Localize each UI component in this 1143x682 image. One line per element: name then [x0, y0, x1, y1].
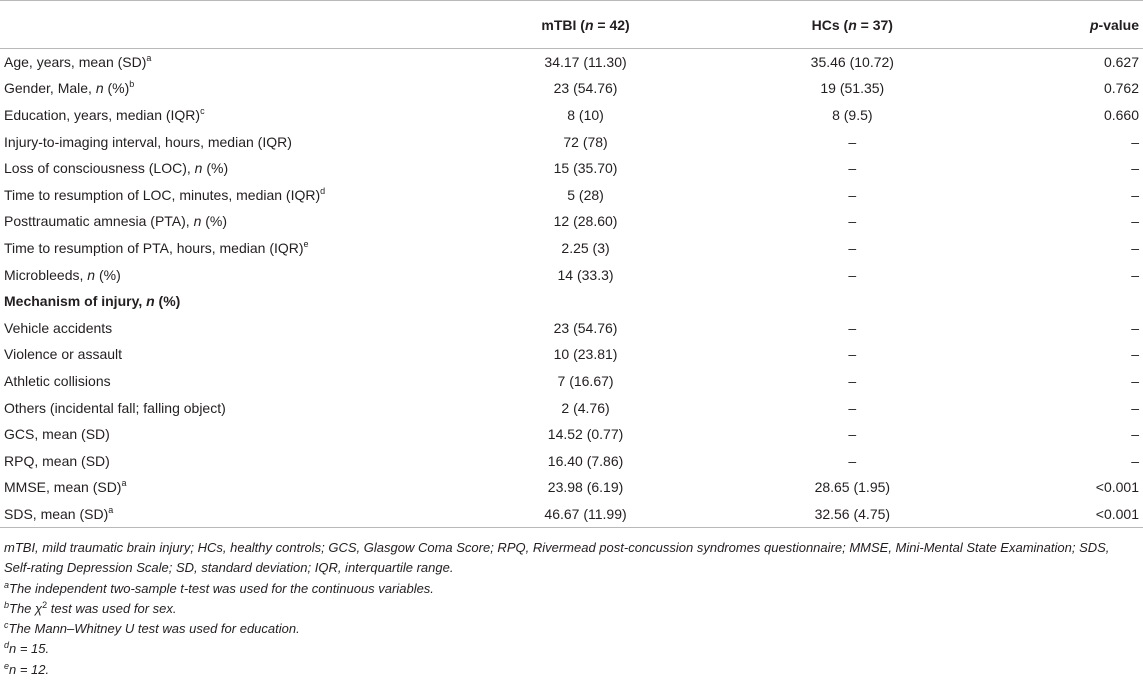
hcs-value: –: [848, 319, 857, 336]
table-row: [0, 421, 1143, 448]
table-row: [0, 155, 1143, 182]
hcs-value: –: [848, 186, 857, 203]
p-value: <0.001: [1095, 479, 1139, 496]
row-label: Posttraumatic amnesia (PTA), n (%): [4, 213, 228, 230]
p-value: 0.762: [1103, 80, 1139, 97]
table-row: [0, 102, 1143, 129]
table-row: [0, 368, 1143, 395]
table-body: [0, 49, 1143, 528]
row-label: Education, years, median (IQR)$^c$: [4, 105, 205, 123]
mtbi-value: 72 (78): [563, 133, 608, 150]
footnote-c: $^c$The Mann–Whitney U test was used for education.: [4, 620, 300, 637]
row-label: GCS, mean (SD): [4, 426, 110, 443]
mtbi-value: 14.52 (0.77): [547, 426, 624, 443]
p-value: –: [1131, 319, 1139, 336]
hcs-value: –: [848, 160, 857, 177]
mtbi-value: 12 (28.60): [553, 213, 618, 230]
table-row: [0, 208, 1143, 235]
p-value: [1007, 288, 1143, 315]
mtbi-value: 2.25 (3): [561, 239, 610, 256]
hcs-value: 8 (9.5): [832, 106, 873, 123]
hcs-value: –: [848, 239, 857, 256]
table-row: [0, 181, 1143, 208]
table-row: [0, 474, 1143, 501]
table-header-row: [0, 1, 1143, 49]
table-row: [0, 447, 1143, 474]
p-value: –: [1131, 186, 1139, 203]
row-label: Athletic collisions: [4, 372, 111, 389]
row-label: Injury-to-imaging interval, hours, median (IQR): [4, 133, 292, 150]
table-row: [0, 394, 1143, 421]
hcs-value: 32.56 (4.75): [698, 501, 1007, 528]
footnote-e: $^e$n = 12.: [4, 660, 50, 677]
header-mtbi: mTBI (n = 42): [473, 1, 698, 49]
hcs-value: –: [848, 372, 857, 389]
table-row: [0, 128, 1143, 155]
p-value: –: [1131, 426, 1139, 443]
footnote-a: $^a$The independent two-sample t-test was used for the continuous variables.: [4, 579, 434, 596]
p-value: –: [1131, 133, 1139, 150]
row-label: RPQ, mean (SD): [4, 452, 110, 469]
p-value: –: [1131, 346, 1139, 363]
hcs-value: –: [848, 452, 857, 469]
table-row: [0, 75, 1143, 102]
mtbi-value: 46.67 (11.99): [473, 501, 698, 528]
hcs-value: –: [848, 213, 857, 230]
p-value: –: [1131, 452, 1139, 469]
p-value: –: [1131, 399, 1139, 416]
mtbi-value: 34.17 (11.30): [544, 54, 627, 71]
table-row: [0, 314, 1143, 341]
hcs-value: –: [848, 266, 857, 283]
header-variable: [0, 1, 473, 49]
hcs-value: –: [848, 133, 857, 150]
mtbi-value: 23.98 (6.19): [547, 479, 624, 496]
mtbi-value: 10 (23.81): [553, 346, 618, 363]
table-footnotes: [4, 538, 1139, 680]
row-label: SDS, mean (SD)$^a$: [0, 501, 473, 528]
hcs-value: [698, 288, 1007, 315]
row-label: Violence or assault: [4, 346, 123, 363]
mtbi-value: 5 (28): [567, 186, 604, 203]
p-value: <0.001: [1007, 501, 1143, 528]
mtbi-value: 16.40 (7.86): [547, 452, 624, 469]
row-label: Time to resumption of PTA, hours, median (IQR)$^e$: [4, 238, 309, 256]
table-row: [0, 49, 1143, 76]
row-label: Others (incidental fall; falling object): [4, 399, 226, 416]
table-row: [0, 261, 1143, 288]
hcs-value: 19 (51.35): [820, 80, 885, 97]
header-hcs: HCs (n = 37): [698, 1, 1007, 49]
row-label: Loss of consciousness (LOC), n (%): [4, 160, 229, 177]
footnote-b: $^b$The $\chi^2$ test was used for sex.: [4, 599, 177, 616]
table-row: [0, 235, 1143, 262]
footnote-d: $^d$n = 15.: [4, 640, 50, 657]
p-value: –: [1131, 160, 1139, 177]
row-label: MMSE, mean (SD)$^a$: [4, 478, 127, 496]
p-value: –: [1131, 372, 1139, 389]
table-row: [0, 341, 1143, 368]
hcs-value: –: [848, 426, 857, 443]
mtbi-value: 8 (10): [567, 106, 604, 123]
row-label: Gender, Male, n (%)$^b$: [4, 79, 135, 97]
p-value: –: [1131, 266, 1139, 283]
row-label: Microbleeds, n (%): [4, 266, 121, 283]
hcs-value: 35.46 (10.72): [810, 54, 894, 71]
p-value: –: [1131, 239, 1139, 256]
mtbi-value: 15 (35.70): [553, 160, 618, 177]
row-label: Vehicle accidents: [4, 319, 113, 336]
footnote-abbreviations: mTBI, mild traumatic brain injury; HCs, healthy controls; GCS, Glasgow Coma Score; RPQ, Rivermead post-concussion syndromes questionnaire; MMSE, Mini-Mental State Examination; SDS, Self-rating Depression Scale; SD, standard deviation; IQR, interquartile range.: [4, 540, 1110, 576]
table-row: [0, 501, 1143, 528]
mtbi-value: [473, 288, 698, 315]
mtbi-value: 23 (54.76): [553, 319, 618, 336]
row-label: Age, years, mean (SD)$^a$: [4, 53, 152, 71]
row-label: Time to resumption of LOC, minutes, median (IQR)$^d$: [4, 185, 326, 203]
mtbi-value: 23 (54.76): [553, 80, 618, 97]
row-label: Mechanism of injury, n (%): [4, 293, 181, 310]
mtbi-value: 14 (33.3): [557, 266, 614, 283]
p-value: 0.627: [1103, 54, 1139, 71]
hcs-value: –: [848, 346, 857, 363]
header-p-value: p-value: [1007, 1, 1143, 49]
hcs-value: –: [848, 399, 857, 416]
mtbi-value: 7 (16.67): [557, 372, 614, 389]
mtbi-value: 2 (4.76): [561, 399, 610, 416]
p-value: 0.660: [1103, 106, 1139, 123]
hcs-value: 28.65 (1.95): [814, 479, 891, 496]
section-row: [0, 288, 1143, 315]
p-value: –: [1131, 213, 1139, 230]
